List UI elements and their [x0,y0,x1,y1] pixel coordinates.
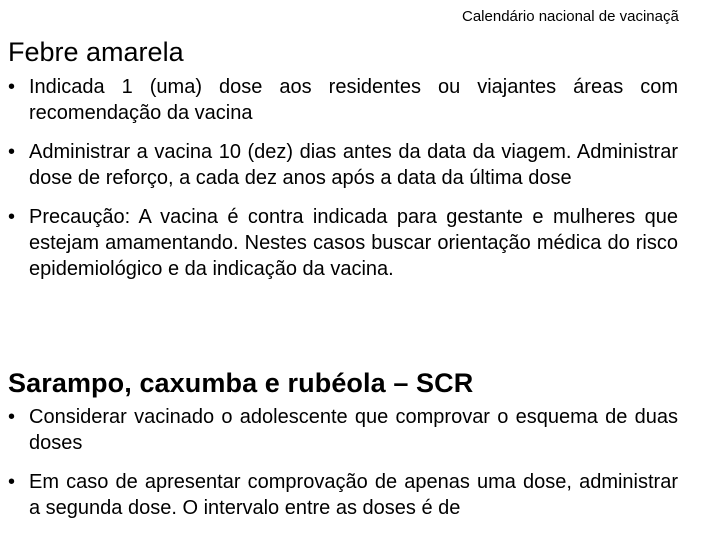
bullet-item [8,469,678,521]
bullet-icon: • [8,76,16,98]
section-heading-febre-amarela: Febre amarela [8,37,184,67]
bullet-icon: • [8,471,16,493]
section-heading-scr: Sarampo, caxumba e rubéola – SCR [8,368,474,398]
bullet-icon: • [8,206,16,228]
bullet-item [8,74,678,126]
bullet-text: Em caso de apresentar comprovação de apenas uma dose, administrar a segunda dose. O intervalo entre as doses é de [29,471,678,519]
slide-header-title: Calendário nacional de vacinaçã [462,8,679,25]
bullet-item [8,204,678,282]
bullet-icon: • [8,141,16,163]
bullet-list-scr [8,404,678,534]
bullet-text: Precaução: A vacina é contra indicada para gestante e mulheres que estejam amamentando. Nestes casos buscar orientação médica do risco epidemiológico e da indicação da vacina. [29,206,678,280]
bullet-text: Indicada 1 (uma) dose aos residentes ou viajantes áreas com recomendação da vacina [29,76,678,124]
bullet-icon: • [8,406,16,428]
bullet-text: Administrar a vacina 10 (dez) dias antes da data da viagem. Administrar dose de reforço, a cada dez anos após a data da última dose [29,141,678,189]
bullet-item [8,404,678,456]
bullet-list-febre-amarela [8,74,678,295]
bullet-text: Considerar vacinado o adolescente que comprovar o esquema de duas doses [29,406,678,454]
bullet-item [8,139,678,191]
